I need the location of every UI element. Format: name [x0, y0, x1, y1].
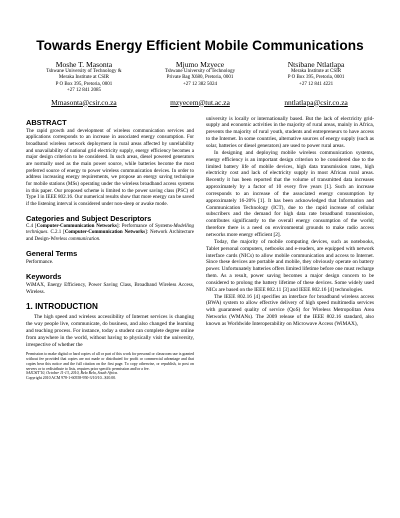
- category-descriptor: Modelling techniques.: [26, 223, 194, 236]
- author-affiliation: Meraka Institute at CSIR: [290, 69, 342, 74]
- author-name: Moshe T. Masonta: [55, 60, 113, 69]
- category-code: C.2.1 [: [48, 230, 65, 236]
- author-name: Ntsibane Ntlatlapa: [287, 60, 345, 69]
- abstract-text: The rapid growth and development of wireless communication services and applications corresponds to an increase in associated energy consumption. For broadband wireless network deployment in rural areas affected by unreliability and unavailability of national grid electricity supply, energy efficiency becomes a major design criterion to be considered. In such areas, diesel powered generators are normally used as the main power source, while batteries become the most preferred source of energy to power wireless communication devices. In order to address increasing energy requirements, we propose an energy saving technique for mobile stations (MSs) operating under the wireless broadband access systems in this paper. Our proposed scheme is limited to the power saving class (PSC) of Type I in IEEE 802.16. Our numerical results show that more energy can be saved if the listening interval is considered under non-sleep or awake mode.: [26, 127, 194, 207]
- permission-footnote: [26, 352, 194, 381]
- author-phone: +27 12 382 5024: [182, 81, 218, 87]
- author-address: P O Box 395, Pretoria, 0001: [287, 75, 345, 81]
- author-email-link[interactable]: Mmasonta@csir.co.za: [51, 97, 117, 107]
- copyright-notice: Copyright 2010 ACM 978-1-60558-950-3/10/10...$10.00.: [26, 376, 117, 381]
- introduction-text: The high speed and wireless accessibility of Internet services is changing the way people live, communicate, do business, and also changed the learning and teaching process. For instance, today a student can complete degree online from anywhere in the world, without having to physically visit the university, irrespective of whether the: [26, 314, 194, 348]
- author-3: [258, 60, 374, 107]
- body-paragraph: In designing and deploying mobile wireless communication systems, energy efficiency is an important design criterion to be considered due to the limited battery life of mobile devices, high data transmission rates, high electricity cost and lack of electricity supply in most African rural areas. Recently it has been reported that the volume of transmitted data increases approximately by a factor of 10 every five years [1]. Such an increase corresponds to an increase of the associated energy consumption by approximately 16-20% [1]. It has been acknowledged that Information and Communication Technology (ICT), due to the rapid increase of cellular subscribers and the demand for high data rate broadband transmission, contributes significantly to the overall energy consumption of the world; therefore there is a need on environmental grounds to make radio access networks more energy efficient [2].: [206, 149, 374, 238]
- paper-title: Towards Energy Efficient Mobile Communications: [36, 38, 364, 53]
- author-address: Private Bag X680, Pretoria, 0001: [166, 75, 234, 81]
- introduction-heading: 1. INTRODUCTION: [26, 301, 98, 311]
- general-terms-heading: General Terms: [26, 249, 78, 259]
- two-column-body: [26, 116, 374, 381]
- category-code: C.4 [: [26, 223, 37, 229]
- abstract-heading: ABSTRACT: [26, 117, 67, 127]
- author-block: [26, 60, 374, 107]
- author-phone: +27 12 841 4221: [299, 81, 334, 87]
- author-name: Mjumo Mzyece: [175, 60, 225, 69]
- keywords-heading: Keywords: [26, 272, 62, 282]
- author-address: P O Box 395, Pretoria, 0001: [55, 81, 113, 87]
- right-column: [206, 116, 374, 381]
- conference-info: SAICSIT'10, October 11-13, 2010, Bela Bela, South Africa.: [26, 371, 119, 376]
- author-phone: +27 12 841 2085: [66, 88, 101, 94]
- category-name: Computer-Communication Networks: [36, 223, 117, 229]
- category-name: Computer-Communication Networks: [64, 230, 146, 236]
- author-2: [142, 60, 258, 107]
- author-email-link[interactable]: mzyecem@tut.ac.za: [170, 97, 230, 107]
- permission-notice: Permission to make digital or hard copies of all or part of this work for personal or classroom use is granted without fee provided that copies are not made or distributed for profit or commercial advantage and that copies bear this notice and the full citation on the first page. To copy otherwise, or republish, to post on servers or to redistribute to lists, requires prior specific permission and/or a fee.: [26, 352, 194, 371]
- author-1: [26, 60, 142, 107]
- category-subject: ]: Performance of Systems-: [116, 223, 174, 229]
- body-paragraph: Today, the majority of mobile computing devices, such as notebooks, Tablet personal computers, netbooks and e-readers, are equipped with network interface cards (NICs) to allow mobile communication and access to Internet. Since these devices are portable and mobile, they obviously operate on battery power. Unfortunately batteries offers limited lifetime before one must recharge them. As a result, power saving becomes a major design concern to be considered to prolong the battery lifetime of these devices. Some widely used NICs are based on the IEEE 802.11 [3] and IEEE 802.16 [4] technologies.: [206, 238, 374, 293]
- author-affiliation: Tshwane University of Technology &: [46, 69, 122, 74]
- categories-heading: Categories and Subject Descriptors: [26, 213, 152, 223]
- keywords-text: WiMAX, Energy Efficiency, Power Saving Class, Broadband Wireless Access, Wireless.: [26, 282, 194, 295]
- body-paragraph: university is locally or internationally based. But the lack of electricity grid-supply and economic activities in the majority of rural areas, mainly in Africa, prevents the majority of rural youth, students and entrepreneurs to have access to the Internet. In some countries, alternative sources of energy supply (such as solar, batteries or diesel generators) are used to power rural areas.: [206, 115, 374, 149]
- category-descriptor: Wireless communication.: [50, 236, 101, 242]
- category-subject: ]: Network Architecture and Design-: [26, 230, 195, 242]
- left-column: [26, 116, 194, 381]
- body-paragraph: The IEEE 802.16 [4] specifies an interface for broadband wireless access (BWA) system to allow effective delivery of high speed multimedia services with guaranteed quality of service (QoS) for Wireless Metropolitan Area Networks (WMANs). The 2009 release of the IEEE 802.16 standard, also known as Worldwide Interoperability on Microwave Access (WiMAX),: [206, 293, 374, 327]
- author-email-link[interactable]: nntlatlapa@csir.co.za: [284, 97, 348, 107]
- categories-text: [26, 224, 194, 244]
- author-affiliation: Tshwane University of Technology: [164, 69, 236, 74]
- author-affiliation: Meraka Institute at CSIR: [58, 75, 109, 81]
- general-terms-text: Performance.: [26, 259, 54, 266]
